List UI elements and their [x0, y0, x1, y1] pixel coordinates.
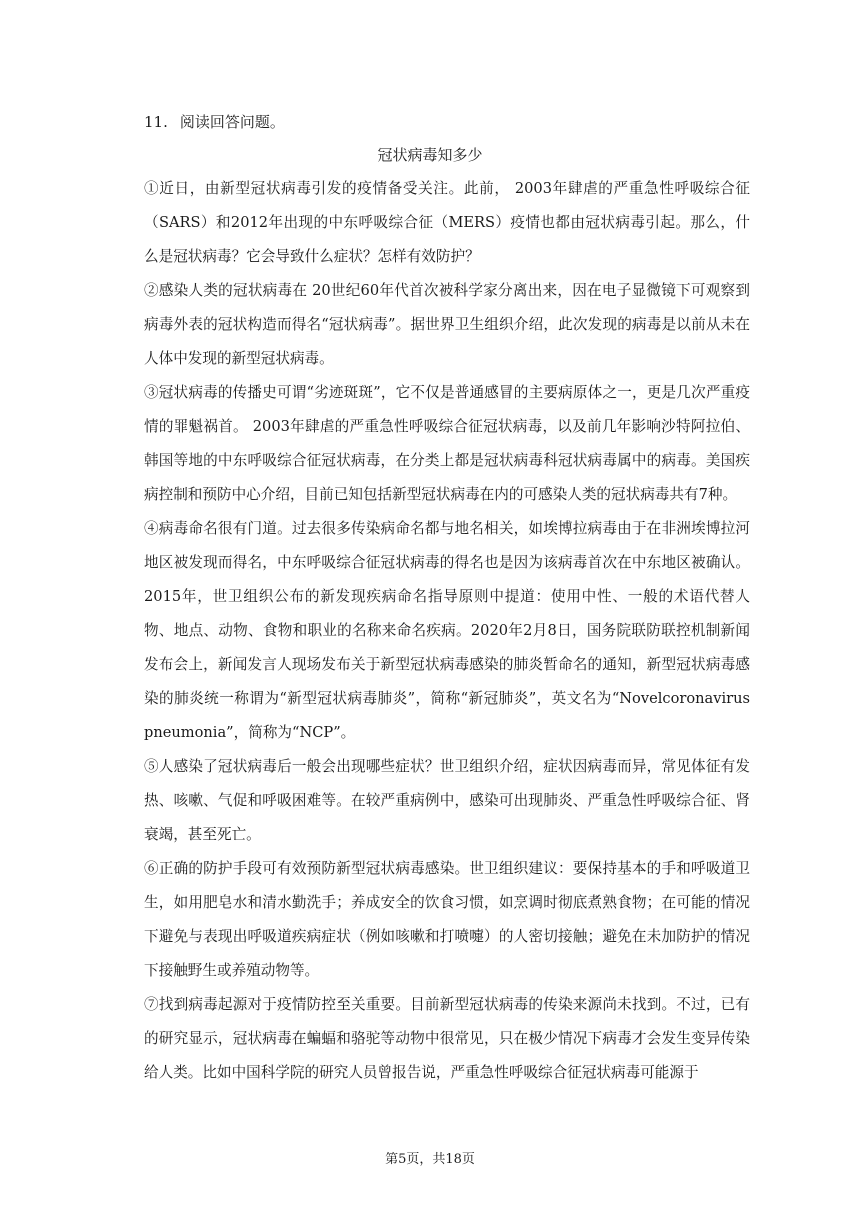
paragraph-3: ③冠状病毒的传播史可谓“劣迹斑斑”，它不仅是普通感冒的主要病原体之一，更是几次严重疫情的罪魁祸首。 2003年肆虐的严重急性呼吸综合征冠状病毒，以及前几年影响沙特阿拉伯、韩国等地的中东呼吸综合征冠状病毒，在分类上都是冠状病毒科冠状病毒属中的病毒。美国疾病控制和预防中心介绍，目前已知包括新型冠状病毒在内的可感染人类的冠状病毒共有7种。 — [144, 384, 750, 503]
question-header — [144, 112, 285, 132]
article-body — [144, 172, 750, 1090]
paragraph-5: ⑤人感染了冠状病毒后一般会出现哪些症状？世卫组织介绍，症状因病毒而异，常见体征有发热、咳嗽、气促和呼吸困难等。在较严重病例中，感染可出现肺炎、严重急性呼吸综合征、肾衰竭，甚至死亡。 — [144, 758, 750, 843]
page-number-footer: 第5页，共18页 — [385, 1152, 475, 1167]
paragraph-7: ⑦找到病毒起源对于疫情防控至关重要。目前新型冠状病毒的传染来源尚未找到。不过，已有的研究显示，冠状病毒在蝙蝠和骆驼等动物中很常见，只在极少情况下病毒才会发生变异传染给人类。比如中国科学院的研究人员曾报告说，严重急性呼吸综合征冠状病毒可能源于 — [144, 996, 750, 1081]
paragraph-1: ①近日，由新型冠状病毒引发的疫情备受关注。此前， 2003年肆虐的严重急性呼吸综合征（SARS）和2012年出现的中东呼吸综合征（MERS）疫情也都由冠状病毒引起。那么，什么是冠状病毒？它会导致什么症状？怎样有效防护？ — [144, 180, 750, 265]
question-prompt: 阅读回答问题。 — [179, 113, 285, 131]
paragraph-6: ⑥正确的防护手段可有效预防新型冠状病毒感染。世卫组织建议：要保持基本的手和呼吸道卫生，如用肥皂水和清水勤洗手；养成安全的饮食习惯，如烹调时彻底煮熟食物；在可能的情况下避免与表现出呼吸道疾病症状（例如咳嗽和打喷嚏）的人密切接触；避免在未加防护的情况下接触野生或养殖动物等。 — [144, 860, 750, 979]
question-number: 11. — [144, 113, 168, 131]
paragraph-4: ④病毒命名很有门道。过去很多传染病命名都与地名相关，如埃博拉病毒由于在非洲埃博拉河地区被发现而得名，中东呼吸综合征冠状病毒的得名也是因为该病毒首次在中东地区被确认。 2015年，世卫组织公布的新发现疾病命名指导原则中提道：使用中性、一般的术语代替人物、地点、动物、食物和职业的名称来命名疾病。2020年2月8日，国务院联防联控机制新闻发布会上，新闻发言人现场发布关于新型冠状病毒感染的肺炎暂命名的通知，新型冠状病毒感染的肺炎统一称谓为“新型冠状病毒肺炎”，简称“新冠肺炎”，英文名为“Novelcoronavirus pneumonia”，简称为“NCP”。 — [144, 520, 750, 741]
paragraph-2: ②感染人类的冠状病毒在 20世纪60年代首次被科学家分离出来，因在电子显微镜下可观察到病毒外表的冠状构造而得名“冠状病毒”。据世界卫生组织介绍，此次发现的病毒是以前从未在人体中发现的新型冠状病毒。 — [144, 282, 750, 367]
article-title: 冠状病毒知多少 — [377, 146, 483, 164]
